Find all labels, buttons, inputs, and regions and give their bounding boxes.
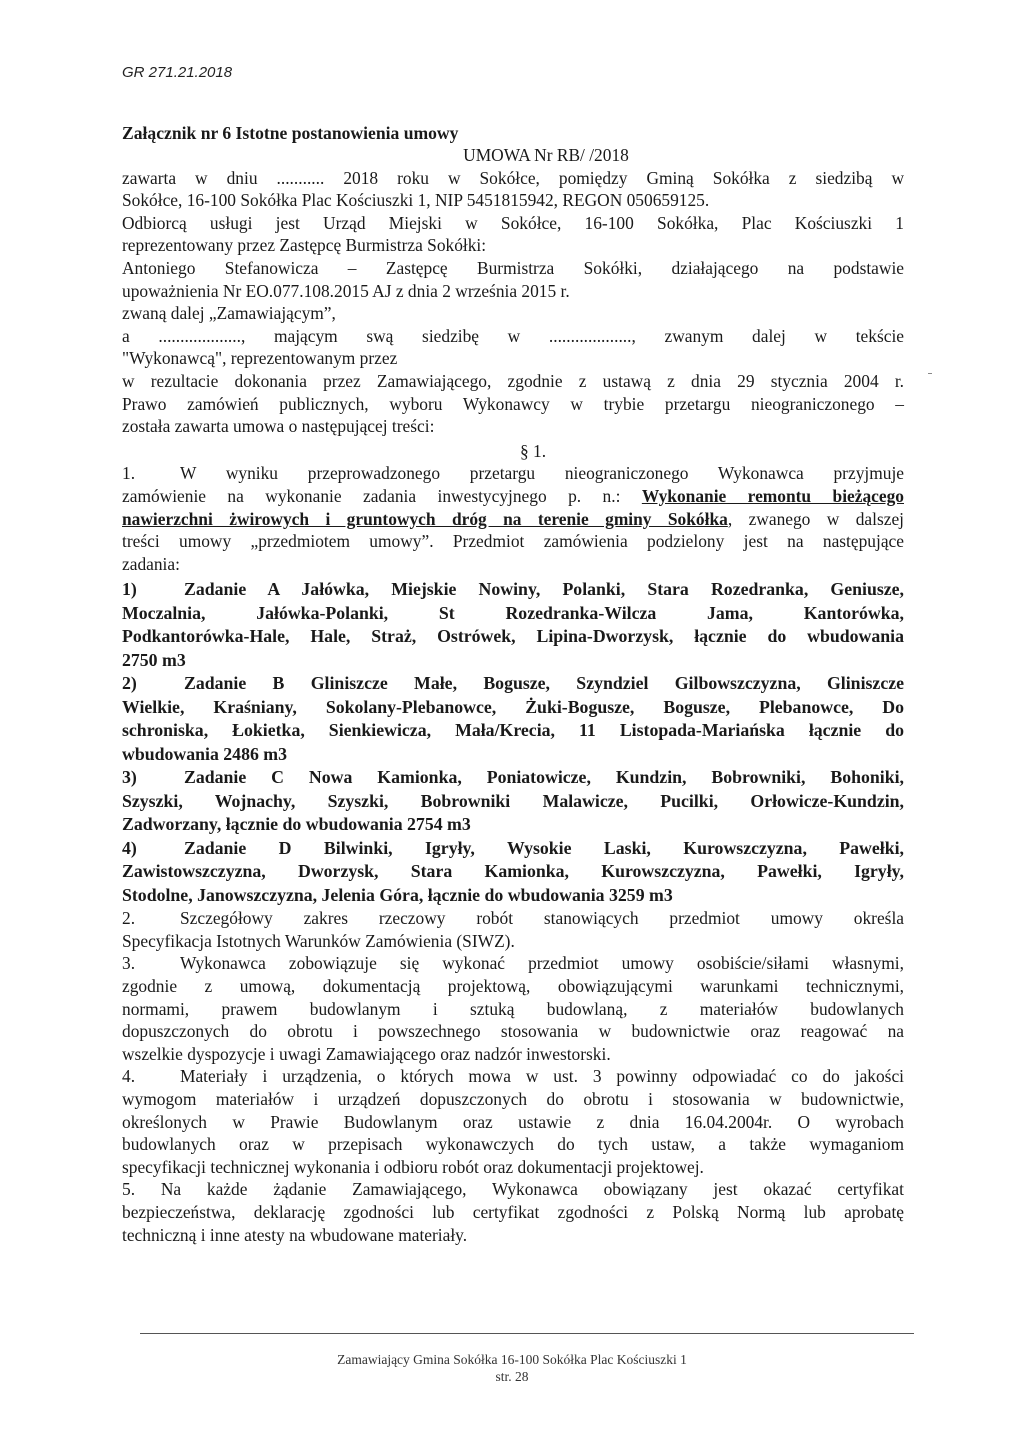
contract-subject: nawierzchni żwirowych i gruntowych dróg na terenie gminy Sokółka xyxy=(122,508,728,529)
paragraph-text: zamówienie na wykonanie zadania inwestycyjnego p. n.: xyxy=(122,485,642,506)
task-item: 3) Zadanie C Nowa Kamionka, Poniatowicze, Kundzin, Bobrowniki, Bohoniki, Szyszki, Wojnachy, Szyszki, Bobrowniki Malawicze, Pucilki, Orłowicze-Kundzin, Zadworzany, łącznie do wbudowania 2754 m3 xyxy=(122,767,904,835)
intro-line: reprezentowany przez Zastępcę Burmistrza Sokółki: xyxy=(122,235,487,256)
document-reference: GR 271.21.2018 xyxy=(122,64,233,81)
paragraph: 3. Wykonawca zobowiązuje się wykonać przedmiot umowy osobiście/siłami własnymi, zgodnie z umową, dokumentacją projektową, obowiązującymi warunkami technicznymi, normami, prawem budowlanym i sztuką budowlaną, z materiałów budowlanych dopuszczonych do obrotu i powszechnego stosowania w budownictwie oraz reagować na wszelkie dyspozycje i uwagi Zamawiającego oraz nadzór inwestorski. xyxy=(122,953,904,1064)
intro-line: Odbiorcą usługi jest Urząd Miejski w Sokółce, 16-100 Sokółka, Plac Kościuszki 1 xyxy=(122,212,904,233)
task-number: 4) xyxy=(122,837,137,858)
paragraph-text: , zwanego w dalszej xyxy=(727,508,904,529)
paragraph-number: 4. xyxy=(122,1066,136,1087)
intro-line: "Wykonawcą", reprezentowanym przez xyxy=(122,348,398,369)
paragraph-1-line xyxy=(122,485,904,508)
contract-number: UMOWA Nr RB/ /2018 xyxy=(463,145,629,165)
task-item: 2) Zadanie B Gliniszcze Małe, Bogusze, Szyndziel Gilbowszczyzna, Gliniszcze Wielkie, Kraśniany, Sokolany-Plebanowce, Żuki-Bogusze, Bogusze, Plebanowce, Do schroniska, Łokietka, Sienkiewicza, Mała/Krecia, 11 Listopada-Mariańska łącznie do wbudowania 2486 m3 xyxy=(122,673,904,764)
page-number: str. 28 xyxy=(495,1369,529,1384)
paragraph-1-line: treści umowy „przedmiotem umowy”. Przedmiot zamówienia podzielony jest na następujące xyxy=(122,531,904,552)
document-body xyxy=(122,122,904,1246)
intro-line: Sokółce, 16-100 Sokółka Plac Kościuszki 1, NIP 5451815942, REGON 050659125. xyxy=(122,190,710,211)
paragraph-1-line xyxy=(122,508,904,531)
paragraph: 4. Materiały i urządzenia, o których mowa w ust. 3 powinny odpowiadać co do jakości wymogom materiałów i urządzeń dopuszczonych do obrotu i stosowania w budownictwie, określonych w Prawie Budowlanym oraz ustawie z dnia 16.04.2004r. O wyrobach budowlanych oraz w przepisach wykonawczych do tych ustaw, a także wymaganiom specyfikacji technicznej wykonania i odbioru robót oraz dokumentacji projektowej. xyxy=(122,1066,904,1177)
paragraph: 2. Szczegółowy zakres rzeczowy robót stanowiących przedmiot umowy określa Specyfikacja Istotnych Warunków Zamówienia (SIWZ). xyxy=(122,908,904,951)
intro-line: zwaną dalej „Zamawiającym”, xyxy=(122,303,336,324)
task-number: 2) xyxy=(122,673,137,694)
paragraph-number: 3. xyxy=(122,953,136,974)
footer-divider xyxy=(140,1333,914,1334)
scan-mark xyxy=(928,373,932,374)
footer-address: Zamawiający Gmina Sokółka 16-100 Sokółka Plac Kościuszki 1 xyxy=(337,1352,687,1367)
paragraph-number: 5. xyxy=(122,1179,136,1200)
paragraph-1-line: zadania: xyxy=(122,553,180,574)
intro-line: upoważnienia Nr EO.077.108.2015 AJ z dnia 2 września 2015 r. xyxy=(122,280,570,301)
contract-subject: Wykonanie remontu bieżącego xyxy=(641,485,904,506)
task-number: 3) xyxy=(122,767,137,788)
paragraph-number: 2. xyxy=(122,908,136,929)
intro-line: Prawo zamówień publicznych, wyboru Wykonawcy w trybie przetargu nieograniczonego – xyxy=(122,393,904,414)
paragraph-number: 1. xyxy=(122,463,136,484)
attachment-title: Załącznik nr 6 Istotne postanowienia umowy xyxy=(122,123,459,143)
intro-line: a ..................., mającym swą siedzibę w ..................., zwanym dalej w tekście xyxy=(122,325,904,346)
paragraph-text: W wyniku przeprowadzonego przetargu nieograniczonego Wykonawca przyjmuje xyxy=(180,463,904,484)
paragraph: 5. Na każde żądanie Zamawiającego, Wykonawca obowiązany jest okazać certyfikat bezpieczeństwa, deklarację zgodności lub certyfikat zgodności z Polską Normą lub aprobatę techniczną i inne atesty na wbudowane materiały. xyxy=(122,1179,904,1245)
task-number: 1) xyxy=(122,579,137,600)
intro-line: zawarta w dniu ........... 2018 roku w Sokółce, pomiędzy Gminą Sokółka z siedzibą w xyxy=(122,167,904,188)
paragraph-1-line xyxy=(122,462,904,485)
intro-line: Antoniego Stefanowicza – Zastępcę Burmistrza Sokółki, działającego na podstawie xyxy=(122,257,904,278)
intro-line: w rezultacie dokonania przez Zamawiającego, zgodnie z ustawą z dnia 29 stycznia 2004 r. xyxy=(122,370,904,391)
section-heading: § 1. xyxy=(519,440,547,461)
task-item: 1) Zadanie A Jałówka, Miejskie Nowiny, Polanki, Stara Rozedranka, Geniusze, Moczalnia, Jałówka-Polanki, St Rozedranka-Wilcza Jama, Kantorówka, Podkantorówka-Hale, Hale, Straż, Ostrówek, Lipina-Dworzysk, łącznie do wbudowania 2750 m3 xyxy=(122,579,904,670)
intro-line: została zawarta umowa o następującej treści: xyxy=(122,416,435,437)
task-item: 4) Zadanie D Bilwinki, Igryły, Wysokie Laski, Kurowszczyzna, Pawełki, Zawistowszczyzna, Dworzysk, Stara Kamionka, Kurowszczyzna, Pawełki, Igryły, Stodolne, Janowszczyzna, Jelenia Góra, łącznie do wbudowania 3259 m3 xyxy=(122,837,904,905)
